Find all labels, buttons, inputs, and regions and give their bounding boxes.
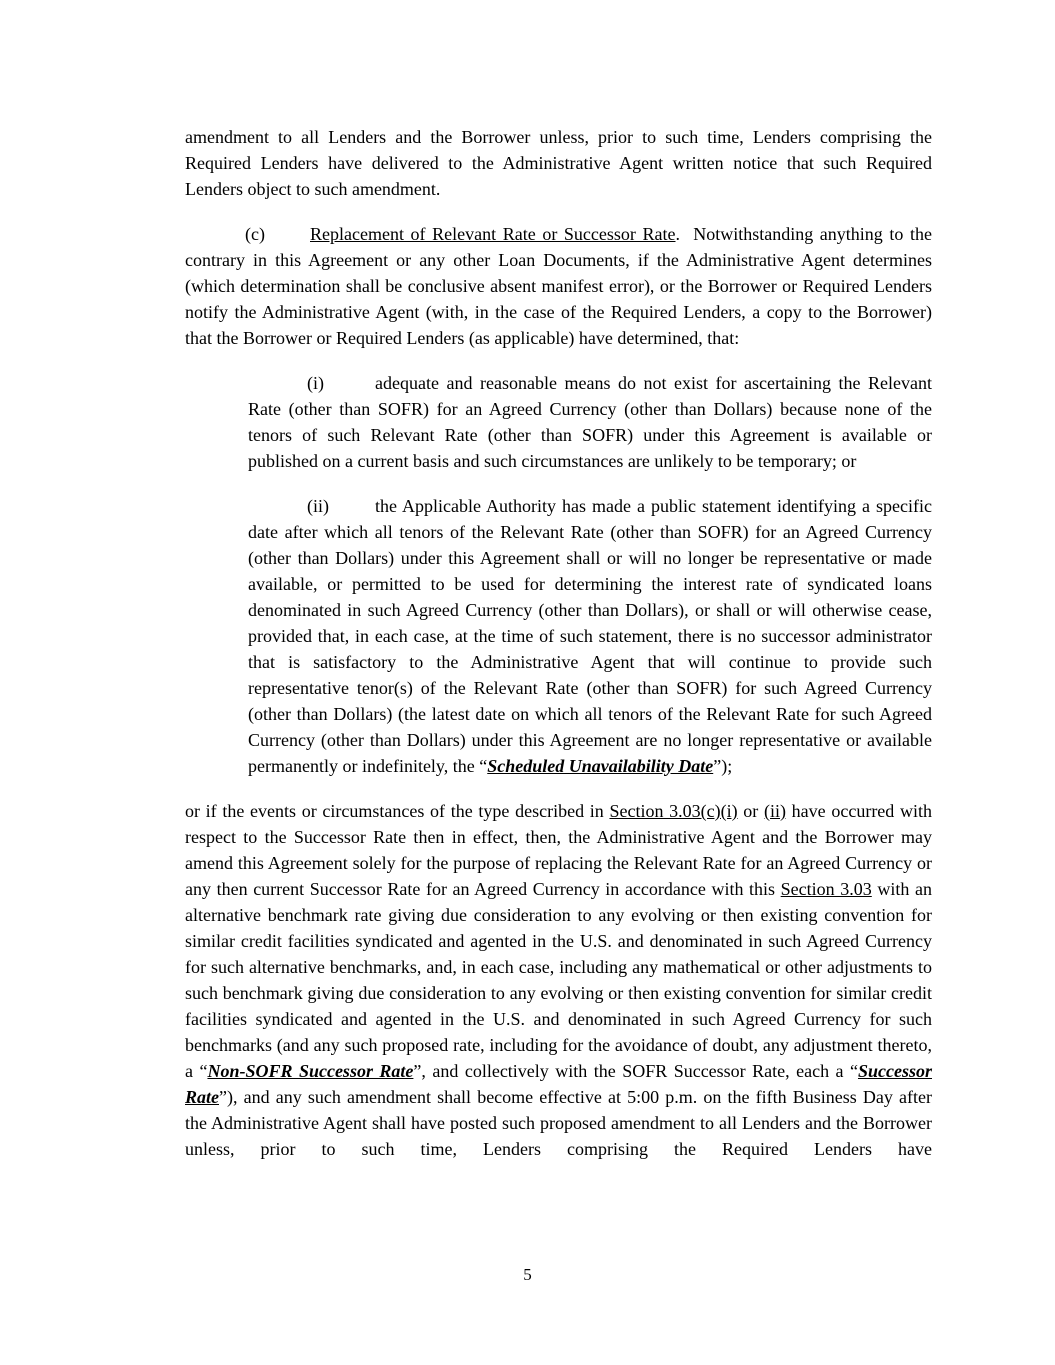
clause-c-text: . Notwithstanding anything to the contrary in this Agreement or any other Loan Documents, if the Administrative Agent determines (which determination shall be conclusive absent manifest error), or the Borrower or Required Lenders notify the Administrative Agent (with, in the case of the Required Lenders, a copy to the Borrower) that the Borrower or Required Lenders (as applicable) have determined, that: — [185, 224, 932, 348]
paragraph-continuation-text: amendment to all Lenders and the Borrower unless, prior to such time, Lenders comprising the Required Lenders have delivered to the Administrative Agent written notice that such Required Lenders object to such amendment. — [185, 127, 932, 199]
defined-term-non-sofr-successor-rate: Non-SOFR Successor Rate — [207, 1061, 414, 1081]
document-body — [185, 124, 932, 1181]
section-reference-ii: (ii) — [763, 801, 786, 821]
final-text-1: or if the events or circumstances of the type described in — [185, 801, 610, 821]
final-text-3: have occurred with respect to the Successor Rate then in effect, then, the Administrative Agent and the Borrower may amend this Agreement solely for the purpose of replacing the Relevant Rate for an Agreed Currency or any then current Successor Rate for an Agreed Currency in accordance with this — [185, 801, 932, 899]
final-text-4: with an alternative benchmark rate giving due consideration to any evolving or then existing convention for similar credit facilities syndicated and agented in the U.S. and denominated in such Agreed Currency for such alternative benchmarks, and, in each case, including any mathematical or other adjustments to such benchmark giving due consideration to any evolving or then existing convention for similar credit facilities syndicated and agented in the U.S. and denominated in such Agreed Currency for such benchmarks (and any such proposed rate, including for the avoidance of doubt, any adjustment thereto, a “ — [185, 879, 932, 1081]
paragraph-continuation — [185, 124, 932, 202]
defined-term-successor-rate: Successor Rate — [185, 1061, 932, 1107]
clause-ii-label: (ii) — [307, 496, 329, 516]
clause-ii-text-end: ”); — [713, 756, 733, 776]
clause-i-text: adequate and reasonable means do not exist for ascertaining the Relevant Rate (other than SOFR) for an Agreed Currency (other than Dollars) because none of the tenors of such Relevant Rate (other than SOFR) under this Agreement is available or published on a current basis and such circumstances are unlikely to be temporary; or — [248, 373, 932, 471]
page-number: 5 — [523, 1265, 532, 1284]
paragraph-clause-i — [248, 370, 932, 474]
paragraph-clause-ii — [248, 493, 932, 779]
paragraph-clause-c — [185, 221, 932, 351]
clause-ii-text: the Applicable Authority has made a public statement identifying a specific date after which all tenors of the Relevant Rate (other than SOFR) for an Agreed Currency (other than Dollars) under this Agreement shall or will no longer be representative or made available, or permitted to be used for determining the interest rate of syndicated loans denominated in such Agreed Currency (other than Dollars), or shall or will otherwise cease, provided that, in each case, at the time of such statement, there is no successor administrator that is satisfactory to the Administrative Agent that will continue to provide such representative tenor(s) of the Relevant Rate (other than SOFR) for such Agreed Currency (other than Dollars) (the latest date on which all tenors of the Relevant Rate for such Agreed Currency (other than Dollars) under this Agreement are no longer representative or available permanently or indefinitely, the “ — [248, 496, 932, 776]
final-text-2: or — [737, 801, 764, 821]
final-text-6: ”), and any such amendment shall become effective at 5:00 p.m. on the fifth Business Day after the Administrative Agent shall have posted such proposed amendment to all Lenders and the Borrower unless, prior to such time, Lenders comprising the Required Lenders have — [185, 1087, 932, 1159]
final-text-5: ”, and collectively with the SOFR Successor Rate, each a “ — [413, 1061, 858, 1081]
clause-c-label: (c) — [245, 224, 265, 244]
paragraph-final — [185, 798, 932, 1162]
defined-term-scheduled-unavailability-date: Scheduled Unavailability Date — [487, 756, 714, 776]
section-reference-3-03: Section 3.03 — [780, 879, 872, 899]
clause-c-heading: Replacement of Relevant Rate or Successor Rate — [310, 224, 676, 244]
section-reference-3-03-c-i: Section 3.03(c)(i) — [609, 801, 738, 821]
clause-i-label: (i) — [307, 373, 324, 393]
